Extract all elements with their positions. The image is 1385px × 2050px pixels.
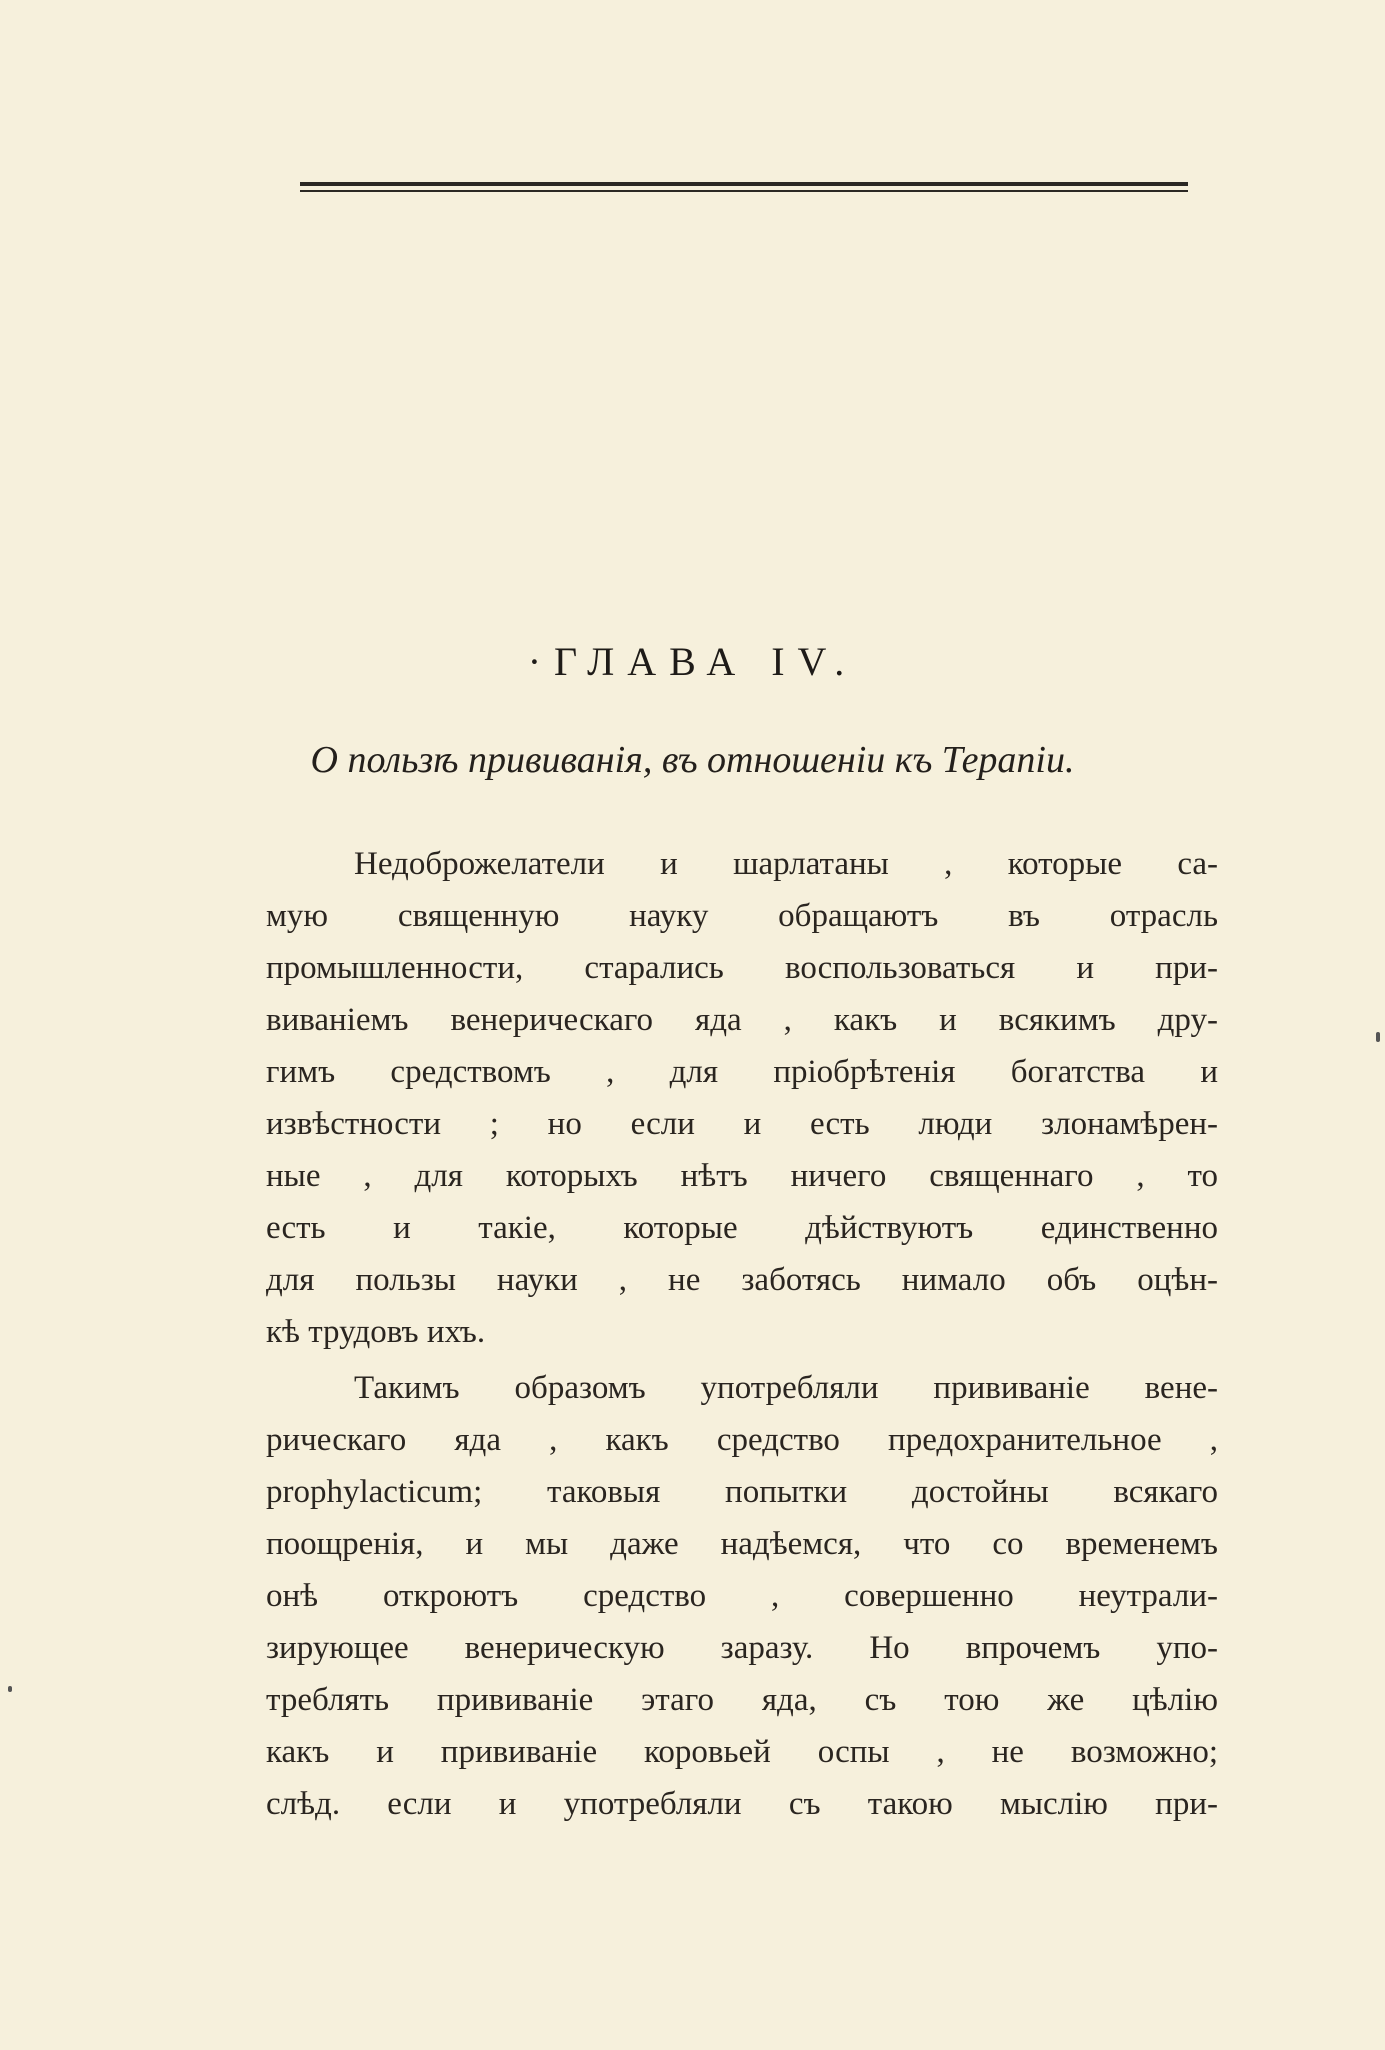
text-line: Такимъ образомъ употребляли прививаніе вене- — [354, 1370, 1218, 1406]
text-line: для пользы науки , не заботясь нимало объ оцѣн- — [266, 1262, 1218, 1298]
text-line: поощренія, и мы даже надѣемся, что со временемъ — [266, 1526, 1218, 1562]
text-line: prophylacticum; таковыя попытки достойны всякаго — [266, 1474, 1218, 1510]
text-line: гимъ средствомъ , для пріобрѣтенія богатства и — [266, 1054, 1218, 1090]
ink-speck — [1376, 1032, 1380, 1042]
text-line: какъ и прививаніе коровьей оспы , не возможно; — [266, 1734, 1218, 1770]
text-line: зирующее венерическую заразу. Но впрочемъ упо- — [266, 1630, 1218, 1666]
text-line: онѣ откроютъ средство , совершенно неутрали- — [266, 1578, 1218, 1614]
text-line: треблять прививаніе этаго яда, съ тою же цѣлію — [266, 1682, 1218, 1718]
paragraph-2 — [266, 1362, 1218, 1830]
text-line: Недоброжелатели и шарлатаны , которые са- — [354, 846, 1218, 882]
text-line: ные , для которыхъ нѣтъ ничего священнаго , то — [266, 1158, 1218, 1194]
ink-speck — [8, 1686, 12, 1692]
text-line: слѣд. если и употребляли съ такою мыслію при- — [266, 1786, 1218, 1822]
text-line: мую священную науку обращаютъ въ отрасль — [266, 898, 1218, 934]
text-line: кѣ трудовъ ихъ. — [266, 1314, 486, 1350]
header-rule — [300, 182, 1188, 186]
header-rule-thin — [300, 190, 1188, 192]
text-line: виваніемъ венерическаго яда , какъ и всякимъ дру- — [266, 1002, 1218, 1038]
text-line: есть и такіе, которые дѣйствуютъ единственно — [266, 1210, 1218, 1246]
text-line: извѣстности ; но если и есть люди злонамѣрен- — [266, 1106, 1218, 1142]
chapter-title: ·ГЛАВА IV. — [527, 639, 858, 684]
text-line: рическаго яда , какъ средство предохранительное , — [266, 1422, 1218, 1458]
text-line: промышленности, старались воспользоваться и при- — [266, 950, 1218, 986]
chapter-subtitle: О пользѣ прививанія, въ отношеніи къ Терапіи. — [310, 739, 1075, 781]
paragraph-1 — [266, 838, 1218, 1358]
